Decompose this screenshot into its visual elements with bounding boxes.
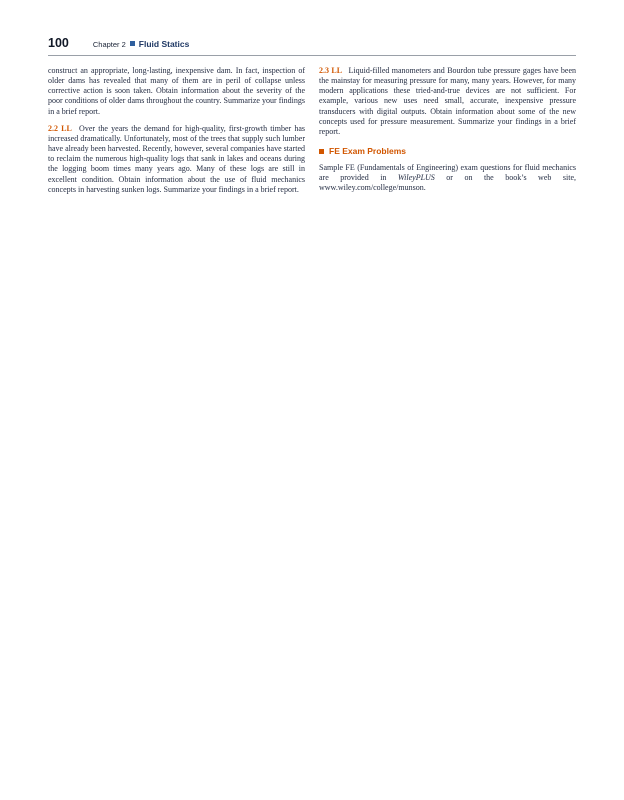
chapter-label: Chapter 2 <box>92 40 126 49</box>
wiley-url-link[interactable]: www.wiley.com/college/munson. <box>319 183 426 193</box>
fe-exam-paragraph <box>319 163 576 193</box>
problem-2-3-label: 2.3 LL <box>319 66 343 75</box>
paragraph-text: construct an appropriate, long-lasting, inexpensive dam. In fact, inspection of older dams has revealed that many of them are in peril of collapse unless corrective action is soon taken. Obtain information about the severity of the poor conditions of older dams throughout the country. Summarize your findings in a brief report. <box>48 66 305 116</box>
section-bullet-icon <box>319 149 324 154</box>
left-column <box>48 66 305 202</box>
continued-paragraph <box>48 66 305 117</box>
header-divider <box>48 55 576 56</box>
right-column <box>319 66 576 202</box>
fe-exam-text-1: Sample FE (Fundamentals of Engineering) exam questions for fluid mechanics are provided in <box>319 162 576 183</box>
fe-exam-text-2: or on the book’s web site, <box>434 173 576 183</box>
two-column-body <box>48 66 576 202</box>
problem-2-2-label: 2.2 LL <box>48 123 72 133</box>
fe-exam-heading-label: FE Exam Problems <box>329 146 407 157</box>
wileyplus-italic: WileyPLUS <box>397 173 435 183</box>
problem-2-3 <box>319 66 576 137</box>
problem-2-2 <box>48 124 305 195</box>
page-header <box>48 36 576 50</box>
page-number: 100 <box>48 36 69 50</box>
problem-2-2-text: Over the years the demand for high-quality, first-growth timber has increased dramatically. Unfortunately, most of the trees that supply such lumber have already been harvested. Recently, however, several companies have started to reclaim the numerous high-quality logs that sank in lakes and oceans during the logging boom times many years ago. Many of these logs are still in excellent condition. Obtain information about the use of fluid mechanics concepts in harvesting sunken logs. Summarize your findings in a brief report. <box>48 123 306 194</box>
problem-2-3-text: Liquid-filled manometers and Bourdon tube pressure gages have been the mainstay for measuring pressure for many, many years. However, for many modern applications these tried-and-true devices are not sufficient. For example, various new uses need small, accurate, inexpensive pressure transducers with digital outputs. Obtain information about some of the new concepts used for pressure measurement. Summarize your findings in a brief report. <box>319 66 577 136</box>
chapter-title: Fluid Statics <box>138 39 190 49</box>
chapter-bullet-icon <box>130 41 135 46</box>
fe-exam-problems-heading <box>319 146 576 157</box>
